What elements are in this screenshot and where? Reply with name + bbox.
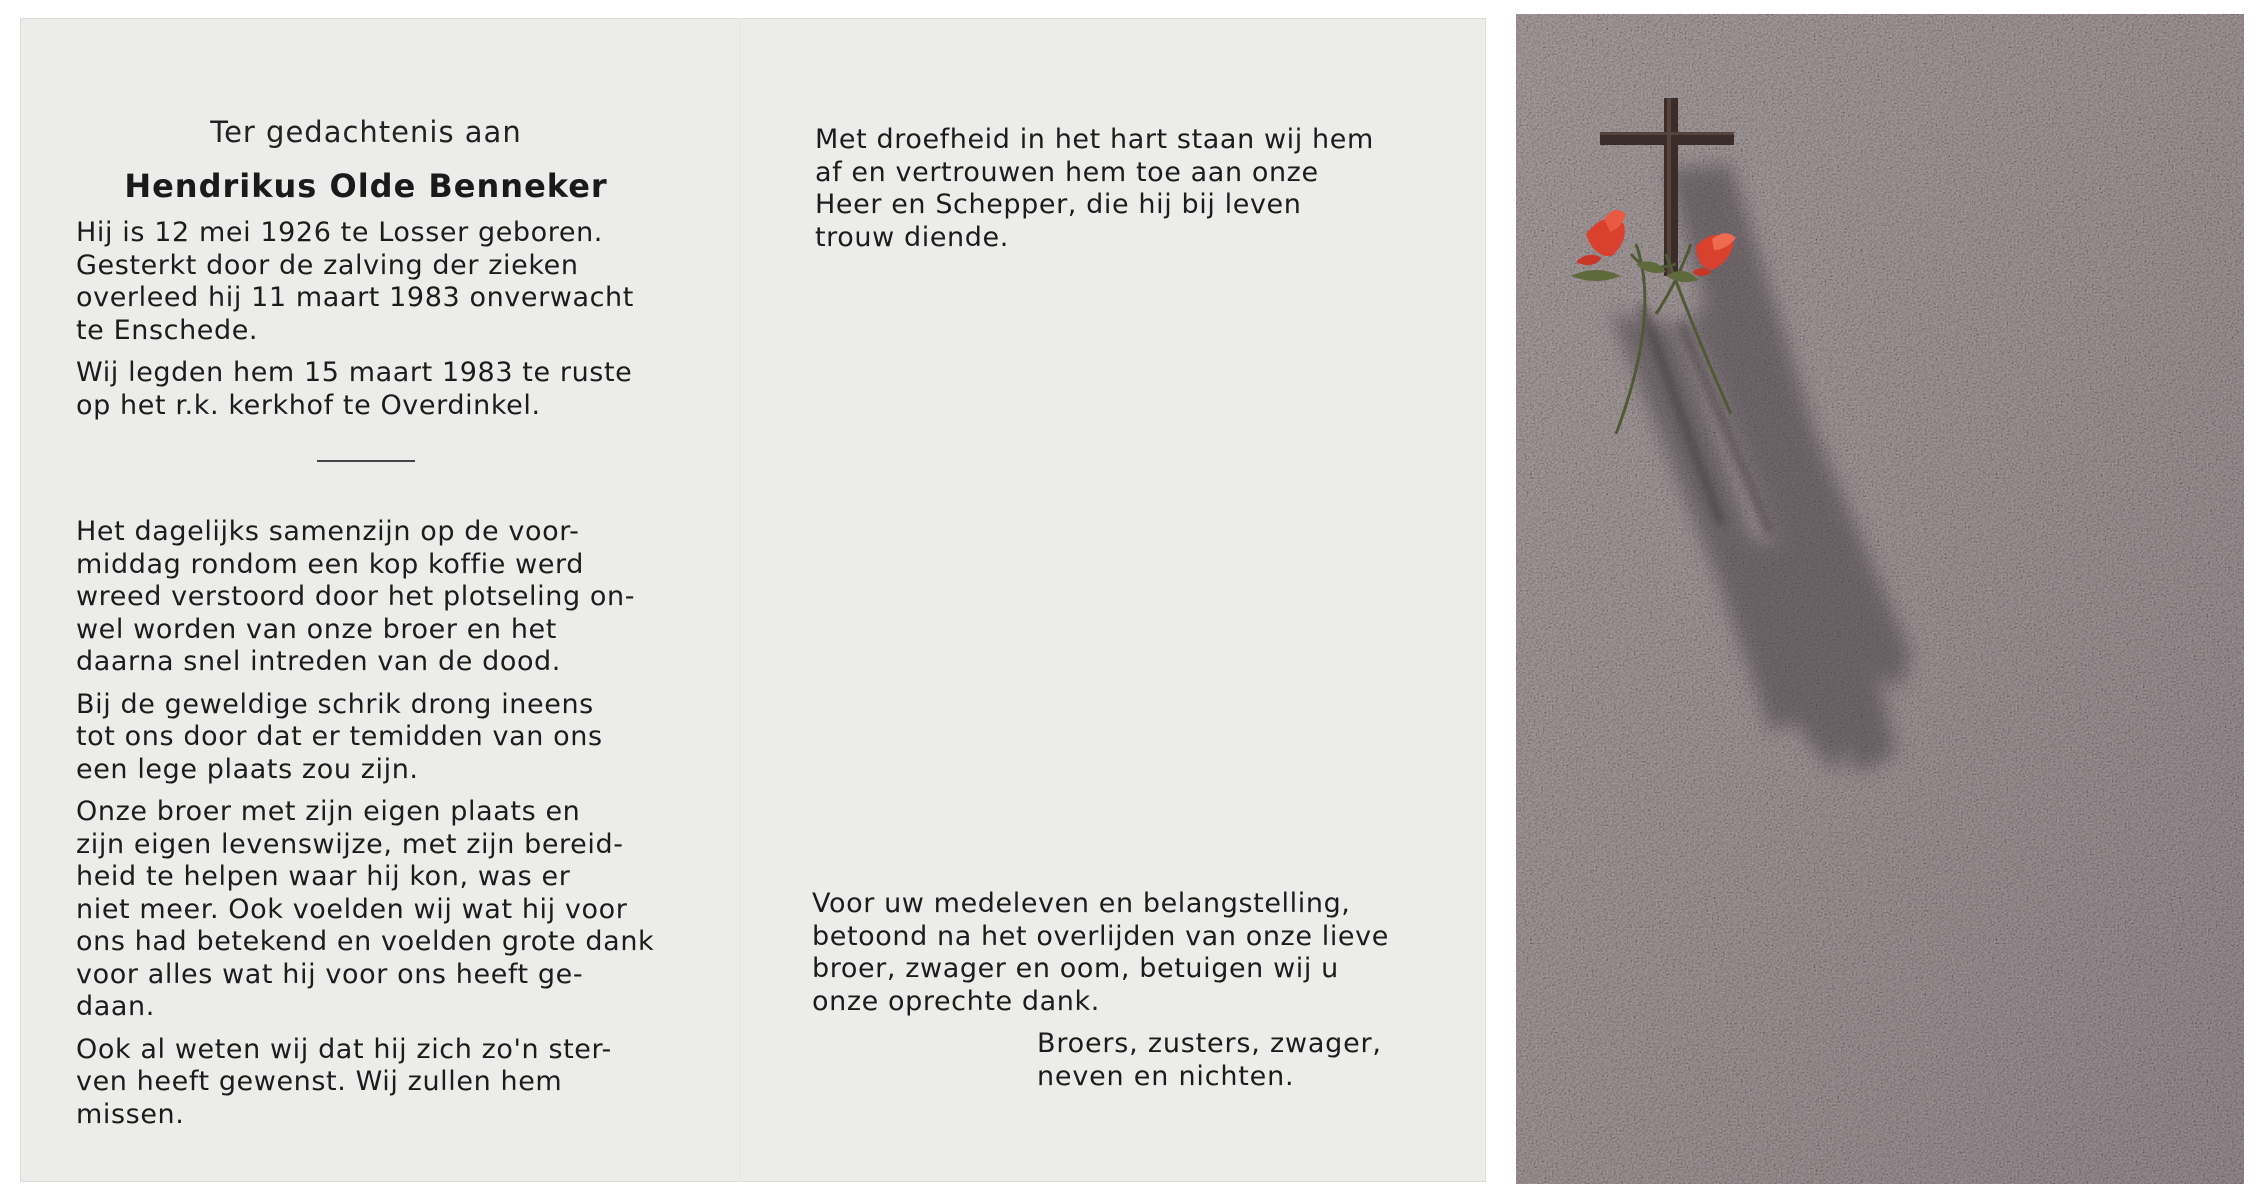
burial-text: Wij legden hem 15 maart 1983 te ruste op het r.k. kerkhof te Overdinkel. (76, 357, 633, 421)
divider (317, 460, 415, 462)
signature-text: Broers, zusters, zwager, neven en nichten. (1037, 1028, 1382, 1092)
birth-death-text: Hij is 12 mei 1926 te Losser geboren. Gesterkt door de zalving der zieken overleed hij 11 maart 1983 onverwacht te Enschede. (76, 217, 634, 346)
card-left-page (76, 115, 656, 1141)
memorial-paragraph-2: Bij de geweldige schrik drong ineens tot ons door dat er temidden van ons een lege plaats zou zijn. (76, 688, 603, 785)
card-right-page (815, 124, 1395, 264)
memorial-paragraph-4: Ook al weten wij dat hij zich zo'n ster- ven heeft gewenst. Wij zullen hem missen. (76, 1033, 612, 1130)
faith-text: Met droefheid in het hart staan wij hem af en vertrouwen hem toe aan onze Heer en Schepper, die hij bij leven trouw diende. (815, 124, 1374, 253)
cross-photo (1516, 14, 2244, 1184)
memorial-paragraph-3: Onze broer met zijn eigen plaats en zijn eigen levenswijze, met zijn bereid- heid te helpen waar hij kon, was er niet meer. Ook voelden wij wat hij voor ons had betekend en voelden grote dank voor alles wat hij voor ons heeft ge- daan. (76, 796, 655, 1022)
cross-photo-illustration (1516, 14, 2244, 1184)
card-fold (740, 18, 742, 1182)
deceased-name: Hendrikus Olde Benneker (124, 167, 608, 205)
intro-line: Ter gedachtenis aan (210, 115, 522, 149)
card-right-page-bottom (812, 888, 1397, 1093)
thanks-text: Voor uw medeleven en belangstelling, betoond na het overlijden van onze lieve broer, zwager en oom, betuigen wij u onze oprechte dank. (812, 888, 1389, 1017)
memorial-paragraph-1: Het dagelijks samenzijn op de voor- middag rondom een kop koffie werd wreed verstoord door het plotseling on- wel worden van onze broer en het daarna snel intreden van de dood. (76, 516, 636, 677)
